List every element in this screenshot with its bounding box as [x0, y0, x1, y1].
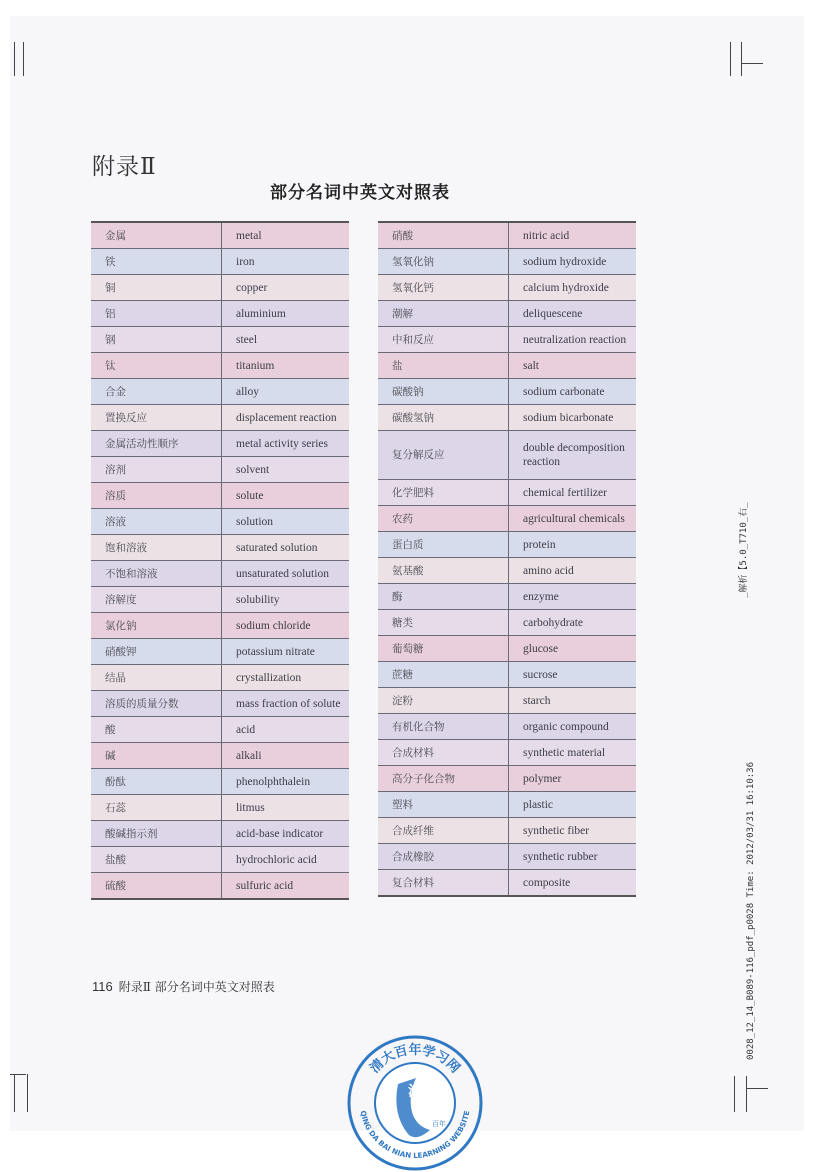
term-chinese: 合成材料	[378, 740, 509, 766]
term-chinese: 碳酸氢钠	[378, 405, 509, 431]
term-english: amino acid	[509, 558, 637, 584]
term-english: phenolphthalein	[222, 769, 350, 795]
term-english: sodium bicarbonate	[509, 405, 637, 431]
term-chinese: 复分解反应	[378, 431, 509, 480]
term-english: alloy	[222, 379, 350, 405]
crop-mark-top-right-h	[741, 63, 763, 64]
left-table-row	[91, 535, 349, 561]
term-chinese: 中和反应	[378, 327, 509, 353]
left-table-row	[91, 847, 349, 873]
term-english: sodium carbonate	[509, 379, 637, 405]
term-chinese: 葡萄糖	[378, 636, 509, 662]
right-table-row	[378, 249, 636, 275]
left-table-row	[91, 691, 349, 717]
term-chinese: 溶质	[91, 483, 222, 509]
page-number: 116	[92, 979, 113, 994]
right-table-row	[378, 480, 636, 506]
term-chinese: 合成橡胶	[378, 844, 509, 870]
term-chinese: 饱和溶液	[91, 535, 222, 561]
left-table-row	[91, 769, 349, 795]
term-english: sodium hydroxide	[509, 249, 637, 275]
table-title: 部分名词中英文对照表	[270, 183, 450, 203]
term-chinese: 农药	[378, 506, 509, 532]
right-table-row	[378, 818, 636, 844]
term-english: deliquescene	[509, 301, 637, 327]
left-table-row	[91, 483, 349, 509]
right-table-row	[378, 740, 636, 766]
left-table-row	[91, 405, 349, 431]
right-table-row	[378, 870, 636, 897]
crop-mark-top-right-2	[741, 42, 742, 76]
footer-text: 附录Ⅱ 部分名词中英文对照表	[118, 980, 275, 994]
term-english: salt	[509, 353, 637, 379]
side-stamp-bottom: 0028_12_14_B089-116_pdf_p0028 Time: 2012/03/31 16:10:36	[746, 761, 756, 1060]
term-chinese: 化学肥料	[378, 480, 509, 506]
watermark-logo-small: 百年	[432, 1120, 446, 1128]
right-table-row	[378, 405, 636, 431]
term-chinese: 溶液	[91, 509, 222, 535]
term-chinese: 钛	[91, 353, 222, 379]
side-stamp-top: _解析【5.0_T710_右_	[739, 502, 749, 598]
term-english: metal activity series	[222, 431, 350, 457]
term-english: sodium chloride	[222, 613, 350, 639]
term-chinese: 硝酸钾	[91, 639, 222, 665]
left-table-row	[91, 431, 349, 457]
term-chinese: 酸	[91, 717, 222, 743]
term-chinese: 有机化合物	[378, 714, 509, 740]
term-chinese: 碳酸钠	[378, 379, 509, 405]
term-chinese: 碱	[91, 743, 222, 769]
right-table-row	[378, 766, 636, 792]
left-table-row	[91, 457, 349, 483]
term-chinese: 不饱和溶液	[91, 561, 222, 587]
term-english: plastic	[509, 792, 637, 818]
left-table-row	[91, 275, 349, 301]
right-table-row	[378, 275, 636, 301]
term-chinese: 盐酸	[91, 847, 222, 873]
term-english: glucose	[509, 636, 637, 662]
term-english: agricultural chemicals	[509, 506, 637, 532]
term-chinese: 溶解度	[91, 587, 222, 613]
term-chinese: 硫酸	[91, 873, 222, 900]
term-english: organic compound	[509, 714, 637, 740]
left-table-row	[91, 587, 349, 613]
term-chinese: 硝酸	[378, 222, 509, 249]
right-table-row	[378, 844, 636, 870]
watermark-cn-text: 清大百年学习网	[367, 1043, 463, 1077]
term-english: solvent	[222, 457, 350, 483]
term-english: polymer	[509, 766, 637, 792]
term-english: hydrochloric acid	[222, 847, 350, 873]
left-table-row	[91, 665, 349, 691]
right-table-row	[378, 662, 636, 688]
crop-mark-top-right	[730, 42, 731, 76]
term-english: solute	[222, 483, 350, 509]
term-chinese: 溶剂	[91, 457, 222, 483]
term-english: enzyme	[509, 584, 637, 610]
term-chinese: 酚酞	[91, 769, 222, 795]
term-chinese: 氢氧化钠	[378, 249, 509, 275]
right-table-row	[378, 610, 636, 636]
term-english: neutralization reaction	[509, 327, 637, 353]
right-table-row	[378, 636, 636, 662]
term-english: synthetic rubber	[509, 844, 637, 870]
crop-mark-bottom-right-h	[746, 1088, 768, 1089]
crop-mark-top-left	[14, 42, 15, 76]
left-table-row	[91, 509, 349, 535]
term-english: alkali	[222, 743, 350, 769]
right-table-row	[378, 584, 636, 610]
term-english: steel	[222, 327, 350, 353]
term-chinese: 溶质的质量分数	[91, 691, 222, 717]
term-english: titanium	[222, 353, 350, 379]
right-table-row	[378, 558, 636, 584]
term-english: acid	[222, 717, 350, 743]
term-english: composite	[509, 870, 637, 897]
term-english: carbohydrate	[509, 610, 637, 636]
term-chinese: 糖类	[378, 610, 509, 636]
term-chinese: 潮解	[378, 301, 509, 327]
left-table-row	[91, 873, 349, 900]
left-table-row	[91, 222, 349, 249]
term-chinese: 淀粉	[378, 688, 509, 714]
right-table-row	[378, 353, 636, 379]
term-chinese: 复合材料	[378, 870, 509, 897]
left-table-row	[91, 613, 349, 639]
term-english: double decomposition reaction	[509, 431, 637, 480]
watermark-en-text: QING DA BAI NIAN LEARNING WEBSITE	[358, 1109, 472, 1161]
term-english: solution	[222, 509, 350, 535]
term-english: synthetic material	[509, 740, 637, 766]
term-english: sulfuric acid	[222, 873, 350, 900]
term-english: calcium hydroxide	[509, 275, 637, 301]
term-chinese: 氢氧化钙	[378, 275, 509, 301]
left-table-row	[91, 353, 349, 379]
crop-mark-top-left-2	[23, 42, 24, 76]
term-english: aluminium	[222, 301, 350, 327]
crop-mark-bottom-left	[14, 1074, 15, 1112]
term-chinese: 石蕊	[91, 795, 222, 821]
term-chinese: 蔗糖	[378, 662, 509, 688]
term-english: nitric acid	[509, 222, 637, 249]
term-english: synthetic fiber	[509, 818, 637, 844]
term-english: crystallization	[222, 665, 350, 691]
term-english: copper	[222, 275, 350, 301]
term-chinese: 钢	[91, 327, 222, 353]
term-chinese: 结晶	[91, 665, 222, 691]
left-table-row	[91, 327, 349, 353]
right-table-row	[378, 222, 636, 249]
term-chinese: 氯化钠	[91, 613, 222, 639]
term-chinese: 置换反应	[91, 405, 222, 431]
term-english: protein	[509, 532, 637, 558]
crop-mark-bottom-left-2	[27, 1074, 28, 1112]
watermark-seal	[346, 1034, 484, 1172]
crop-mark-bottom-right	[734, 1076, 735, 1112]
glossary-table-right	[378, 221, 636, 897]
left-table-row	[91, 795, 349, 821]
term-english: metal	[222, 222, 350, 249]
right-table-row	[378, 714, 636, 740]
left-table-row	[91, 639, 349, 665]
term-english: chemical fertilizer	[509, 480, 637, 506]
term-english: mass fraction of solute	[222, 691, 350, 717]
term-english: potassium nitrate	[222, 639, 350, 665]
term-chinese: 高分子化合物	[378, 766, 509, 792]
term-english: sucrose	[509, 662, 637, 688]
right-table-row	[378, 327, 636, 353]
left-table-row	[91, 821, 349, 847]
term-chinese: 铁	[91, 249, 222, 275]
term-english: starch	[509, 688, 637, 714]
term-chinese: 盐	[378, 353, 509, 379]
crop-mark-bottom-left-h	[10, 1074, 26, 1075]
right-table-row	[378, 506, 636, 532]
term-chinese: 合成纤维	[378, 818, 509, 844]
left-table-row	[91, 301, 349, 327]
appendix-heading: 附录Ⅱ	[92, 154, 157, 180]
right-table-row	[378, 688, 636, 714]
glossary-table-left	[91, 221, 349, 900]
page-footer	[92, 978, 275, 995]
term-chinese: 合金	[91, 379, 222, 405]
left-table-row	[91, 379, 349, 405]
left-table-row	[91, 717, 349, 743]
crop-mark-bottom-right-2	[746, 1076, 747, 1112]
right-table-row	[378, 301, 636, 327]
left-table-row	[91, 249, 349, 275]
term-chinese: 氨基酸	[378, 558, 509, 584]
term-chinese: 金属	[91, 222, 222, 249]
term-chinese: 酶	[378, 584, 509, 610]
term-chinese: 铜	[91, 275, 222, 301]
left-table-row	[91, 561, 349, 587]
term-english: acid-base indicator	[222, 821, 350, 847]
term-chinese: 铝	[91, 301, 222, 327]
watermark-logo-chars: 清大	[408, 1084, 436, 1100]
right-table-row	[378, 792, 636, 818]
term-english: litmus	[222, 795, 350, 821]
term-english: saturated solution	[222, 535, 350, 561]
term-chinese: 蛋白质	[378, 532, 509, 558]
term-english: unsaturated solution	[222, 561, 350, 587]
term-english: displacement reaction	[222, 405, 350, 431]
term-chinese: 酸碱指示剂	[91, 821, 222, 847]
term-chinese: 金属活动性顺序	[91, 431, 222, 457]
right-table-row	[378, 379, 636, 405]
term-chinese: 塑料	[378, 792, 509, 818]
right-table-row	[378, 431, 636, 480]
left-table-row	[91, 743, 349, 769]
term-english: solubility	[222, 587, 350, 613]
right-table-row	[378, 532, 636, 558]
term-english: iron	[222, 249, 350, 275]
